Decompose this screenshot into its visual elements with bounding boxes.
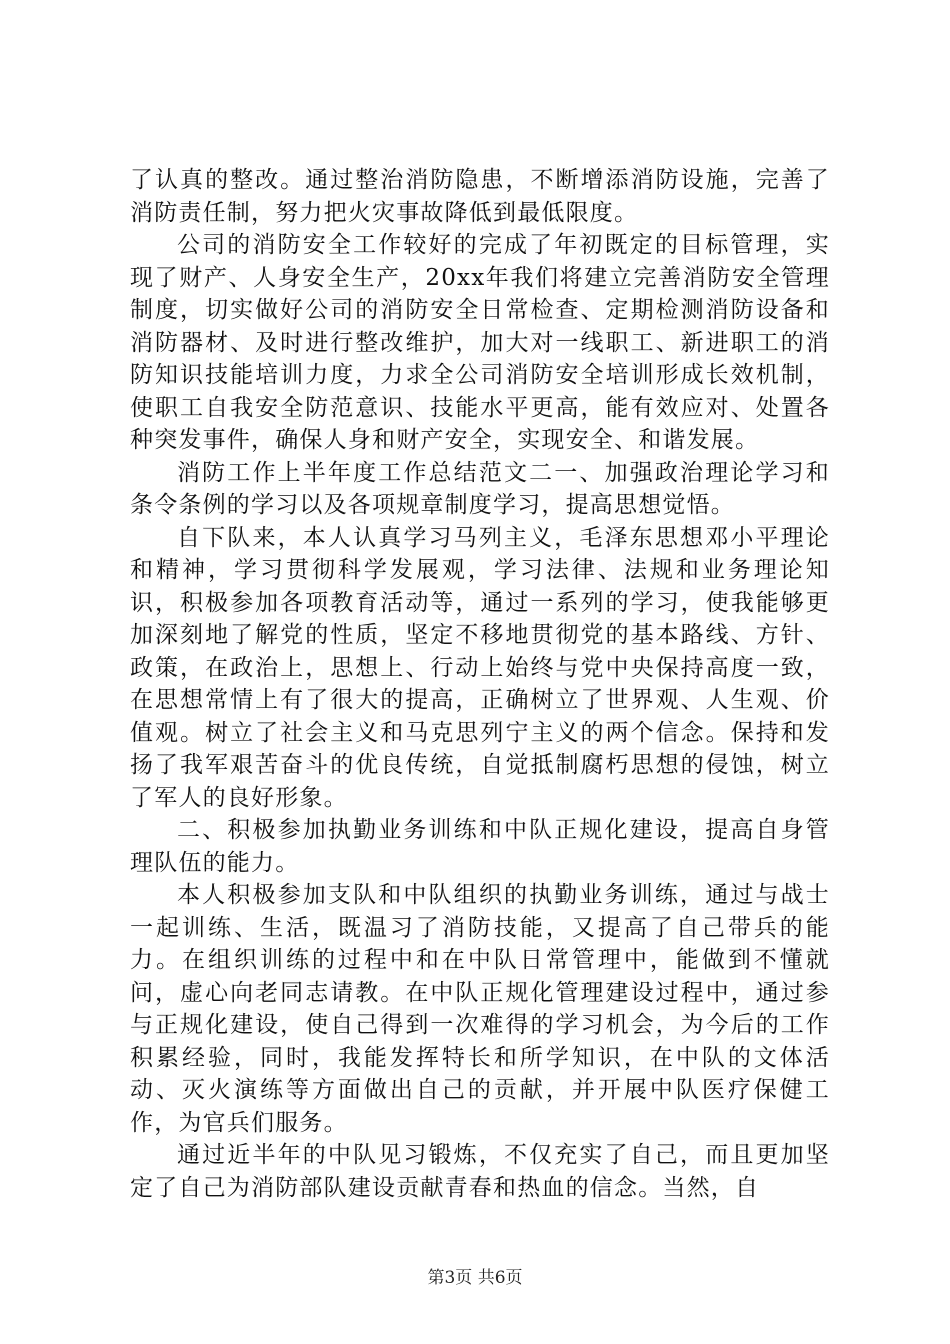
paragraph: 二、积极参加执勤业务训练和中队正规化建设，提高自身管理队伍的能力。 xyxy=(130,817,830,876)
paragraph: 了认真的整改。通过整治消防隐患，不断增添消防设施，完善了消防责任制，努力把火灾事故降低到最低限度。 xyxy=(130,167,830,226)
document-body xyxy=(130,164,830,1204)
paragraph: 公司的消防安全工作较好的完成了年初既定的目标管理，实现了财产、人身安全生产，20xx年我们将建立完善消防安全管理制度，切实做好公司的消防安全日常检查、定期检测消防设备和消防器材、及时进行整改维护，加大对一线职工、新进职工的消防知识技能培训力度，力求全公司消防安全培训形成长效机制，使职工自我安全防范意识、技能水平更高，能有效应对、处置各种突发事件，确保人身和财产安全，实现安全、和谐发展。 xyxy=(130,232,830,453)
paragraph: 本人积极参加支队和中队组织的执勤业务训练，通过与战士一起训练、生活，既温习了消防技能，又提高了自己带兵的能力。在组织训练的过程中和在中队日常管理中，能做到不懂就问，虚心向老同志请教。在中队正规化管理建设过程中，通过参与正规化建设，使自己得到一次难得的学习机会，为今后的工作积累经验，同时，我能发挥特长和所学知识，在中队的文体活动、灭火演练等方面做出自己的贡献，并开展中队医疗保健工作，为官兵们服务。 xyxy=(130,882,830,1136)
paragraph: 自下队来，本人认真学习马列主义，毛泽东思想邓小平理论和精神，学习贯彻科学发展观，学习法律、法规和业务理论知识，积极参加各项教育活动等，通过一系列的学习，使我能够更加深刻地了解党的性质，坚定不移地贯彻党的基本路线、方针、政策，在政治上，思想上、行动上始终与党中央保持高度一致，在思想常情上有了很大的提高，正确树立了世界观、人生观、价值观。树立了社会主义和马克思列宁主义的两个信念。保持和发扬了我军艰苦奋斗的优良传统，自觉抵制腐朽思想的侵蚀，树立了军人的良好形象。 xyxy=(130,524,830,811)
paragraph: 消防工作上半年度工作总结范文二一、加强政治理论学习和条令条例的学习以及各项规章制度学习，提高思想觉悟。 xyxy=(130,459,830,518)
paragraph: 通过近半年的中队见习锻炼，不仅充实了自己，而且更加坚定了自己为消防部队建设贡献青春和热血的信念。当然，自 xyxy=(130,1142,830,1201)
page-number-footer: 第3页 共6页 xyxy=(427,1268,523,1288)
